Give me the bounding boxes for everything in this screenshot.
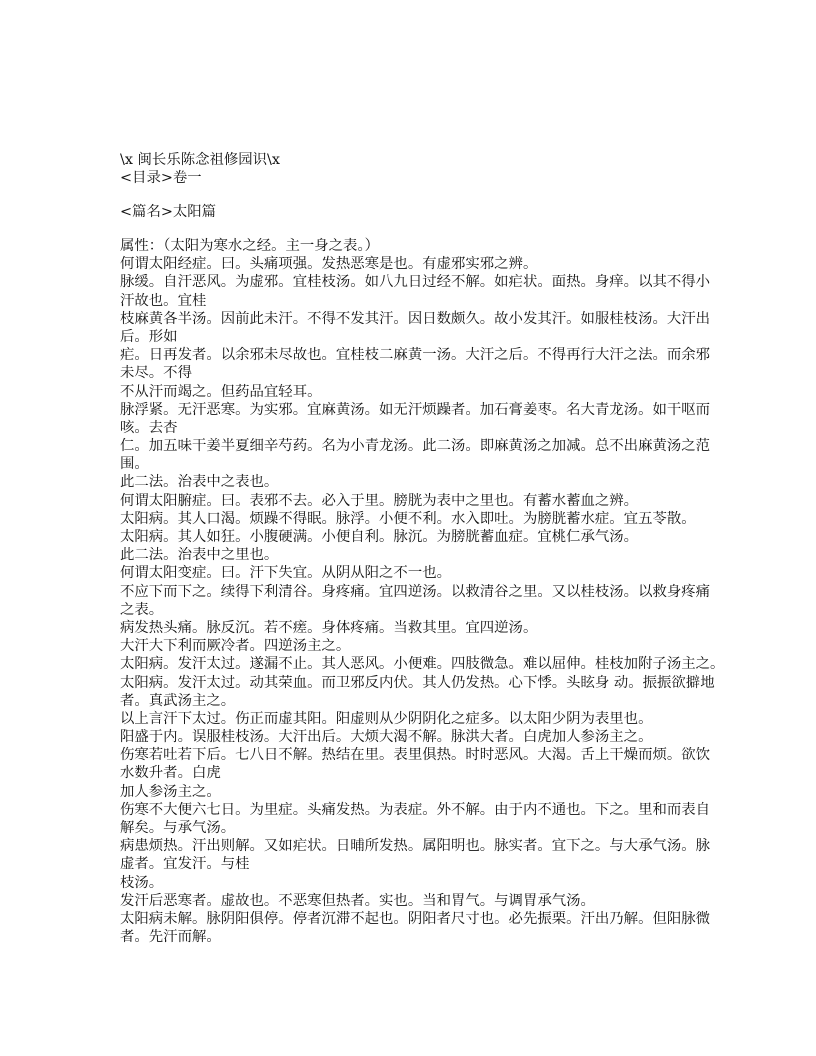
text-line: 不从汗而竭之。但药品宜轻耳。 [120, 383, 322, 400]
text-line: 枝麻黄各半汤。因前此未汗。不得不发其汗。因日数颇久。故小发其汗。如服桂枝汤。大汗出 [120, 310, 711, 327]
text-line: 不应下而下之。续得下利清谷。身疼痛。宜四逆汤。以救清谷之里。又以桂枝汤。以救身疼痛 [120, 583, 711, 600]
text-line: 大汗大下利而厥冷者。四逆汤主之。 [120, 638, 351, 655]
text-line: 解矣。与承气汤。 [120, 820, 236, 836]
text-line: 属性：（太阳为寒水之经。主一身之表。） [120, 238, 380, 254]
text-line: 何谓太阳腑症。曰。表邪不去。必入于里。膀胱为表中之里也。有蓄水蓄血之辨。 [120, 492, 639, 509]
table-of-contents-heading: <目录>卷一 [120, 170, 202, 186]
text-line: 枝汤。 [120, 874, 164, 891]
text-line: 未尽。不得 [120, 365, 192, 382]
text-line: 脉缓。自汗恶风。为虚邪。宜桂枝汤。如八九日过经不解。如疟状。面热。身痒。以其不得小 [120, 274, 711, 291]
text-line: 仁。加五味干姜半夏细辛芍药。名为小青龙汤。此二汤。即麻黄汤之加减。总不出麻黄汤之范 [120, 438, 711, 455]
text-line: 此二法。治表中之里也。 [120, 547, 279, 564]
text-line: 伤寒不大便六七日。为里症。头痛发热。为表症。外不解。由于内不通也。下之。里和而表自 [120, 801, 711, 818]
text-line: 伤寒若吐若下后。七八日不解。热结在里。表里俱热。时时恶风。大渴。舌上干燥而烦。欲饮 [120, 747, 711, 764]
text-line: 何谓太阳经症。曰。头痛项强。发热恶寒是也。有虚邪实邪之辨。 [120, 256, 538, 273]
text-line: 太阳病。其人口渴。烦躁不得眠。脉浮。小便不利。水入即吐。为膀胱蓄水症。宜五苓散。 [120, 510, 696, 527]
text-line: 者。真武汤主之。 [120, 692, 236, 709]
text-line: 以上言汗下太过。伤正而虚其阳。阳虚则从少阴阴化之症多。以太阳少阴为表里也。 [120, 710, 653, 727]
text-line: 汗故也。宜桂 [120, 292, 207, 309]
text-line: 发汗后恶寒者。虚故也。不恶寒但热者。实也。当和胃气。与调胃承气汤。 [120, 892, 595, 909]
text-line: 加人参汤主之。 [120, 783, 221, 800]
text-line: 太阳病。发汗太过。动其荣血。而卫邪反内伏。其人仍发热。心下悸。头眩身 动。振振欲擗地 [120, 674, 715, 691]
text-line: 太阳病。其人如狂。小腹硬满。小便自利。脉沉。为膀胱蓄血症。宜桃仁承气汤。 [120, 529, 639, 545]
text-line: 脉浮紧。无汗恶寒。为实邪。宜麻黄汤。如无汗烦躁者。加石膏姜枣。名大青龙汤。如干呕而 [120, 401, 711, 418]
document-body [120, 237, 724, 946]
text-line: 疟。日再发者。以余邪未尽故也。宜桂枝二麻黄一汤。大汗之后。不得再行大汗之法。而余邪 [120, 347, 711, 364]
text-line: 围。 [120, 456, 149, 473]
text-line: 者。先汗而解。 [120, 929, 221, 946]
chapter-title: <篇名>太阳篇 [120, 204, 217, 220]
text-line: 虚者。宜发汗。与桂 [120, 856, 250, 873]
text-line: 水数升者。白虎 [120, 765, 221, 782]
document-header: \x 闽长乐陈念祖修园识\x [120, 152, 281, 168]
text-line: 太阳病未解。脉阴阳俱停。停者沉滞不起也。阴阳者尺寸也。必先振栗。汗出乃解。但阳脉微 [120, 910, 711, 927]
text-line: 病发热头痛。脉反沉。若不瘥。身体疼痛。当救其里。宜四逆汤。 [120, 619, 538, 636]
text-line: 病患烦热。汗出则解。又如疟状。日晡所发热。属阳明也。脉实者。宜下之。与大承气汤。脉 [120, 838, 711, 855]
text-line: 之表。 [120, 601, 164, 618]
text-line: 后。形如 [120, 328, 178, 345]
text-line: 此二法。治表中之表也。 [120, 474, 279, 491]
text-line: 太阳病。发汗太过。遂漏不止。其人恶风。小便难。四肢微急。难以屈伸。桂枝加附子汤主之。 [120, 656, 725, 673]
text-line: 咳。去杏 [120, 419, 178, 436]
text-line: 阳盛于内。误服桂枝汤。大汗出后。大烦大渴不解。脉洪大者。白虎加人参汤主之。 [120, 729, 653, 746]
text-line: 何谓太阳变症。曰。汗下失宜。从阴从阳之不一也。 [120, 565, 451, 582]
